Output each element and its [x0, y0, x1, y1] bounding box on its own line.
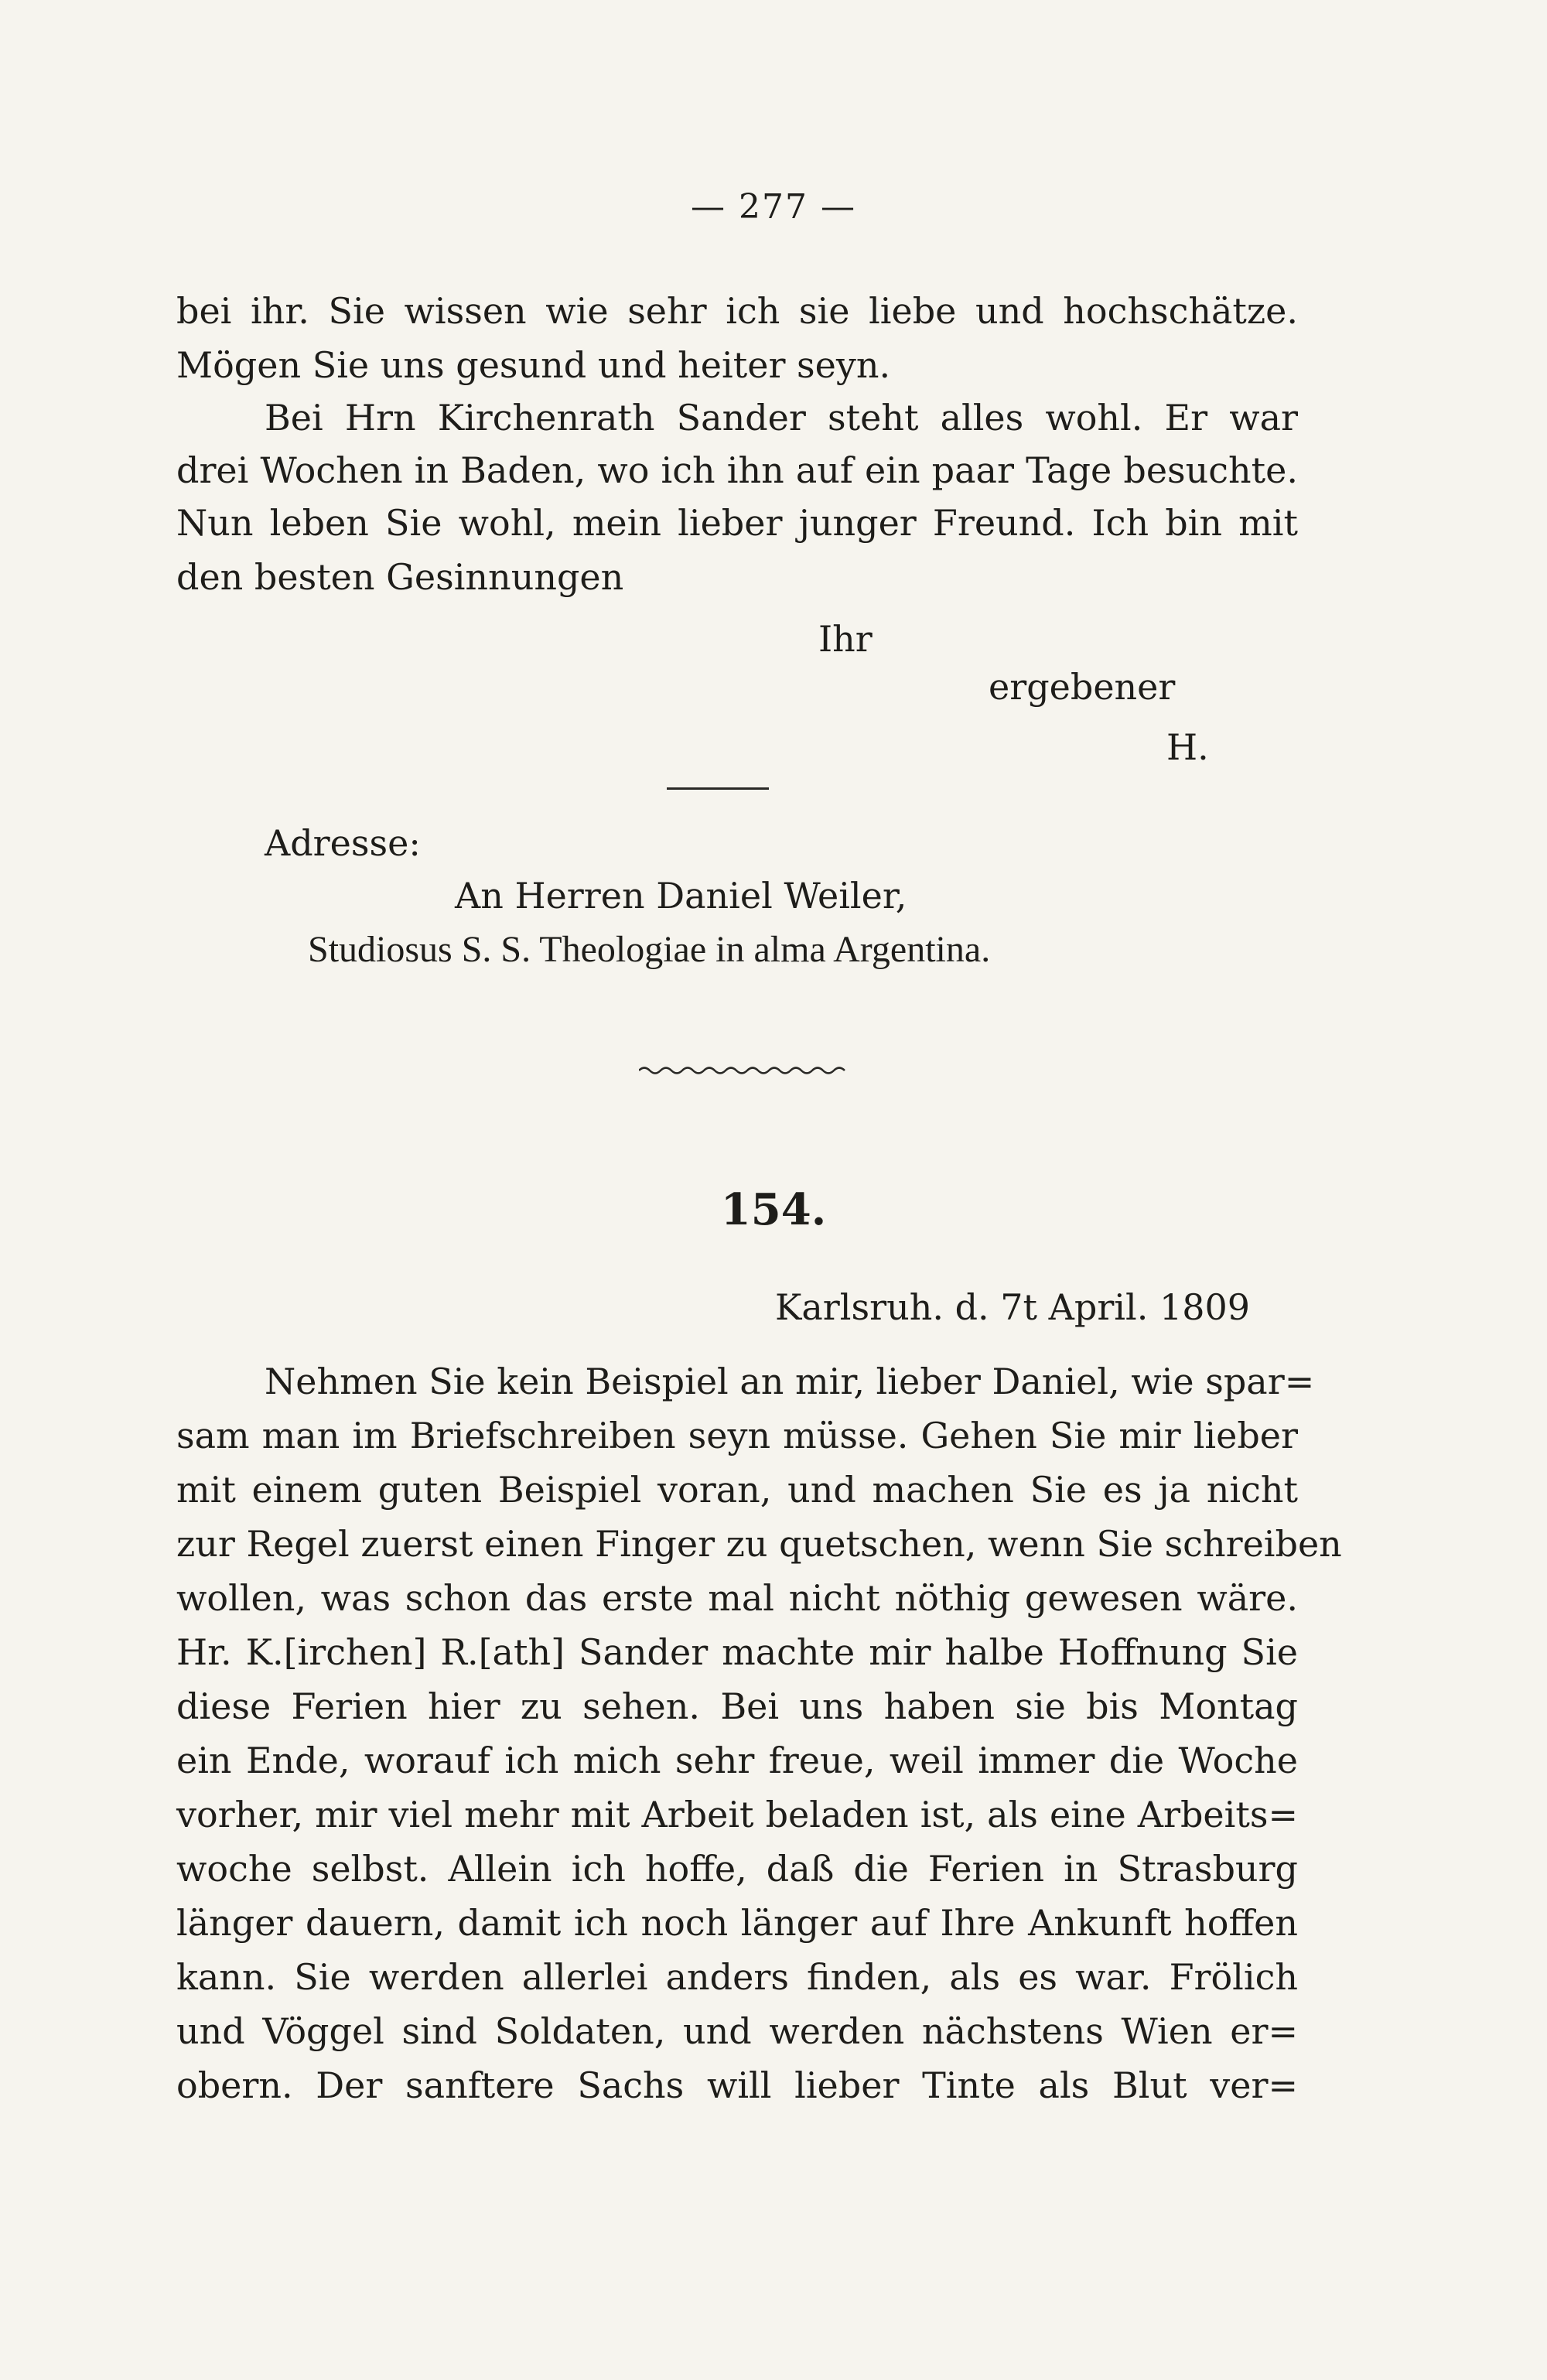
text-line: kann. Sie werden allerlei anders finden, als es war. Frölich — [176, 1956, 1298, 1998]
wavy-divider — [639, 1064, 848, 1077]
text-line: Nun leben Sie wohl, mein lieber junger Freund. Ich bin mit — [176, 502, 1298, 544]
text-line: bei ihr. Sie wissen wie sehr ich sie liebe und hochschätze. — [176, 290, 1298, 332]
signature: H. — [1166, 726, 1209, 768]
separator-rule — [667, 787, 769, 790]
text-line: ein Ende, worauf ich mich sehr freue, weil immer die Woche — [176, 1740, 1298, 1781]
text-line: drei Wochen in Baden, wo ich ihn auf ein paar Tage besuchte. — [176, 449, 1298, 491]
text-line: Mögen Sie uns gesund und heiter seyn. — [176, 344, 891, 386]
dateline: Karlsruh. d. 7t April. 1809 — [775, 1286, 1251, 1328]
text-line: Hr. K.[irchen] R.[ath] Sander machte mir halbe Hoffnung Sie — [176, 1631, 1298, 1673]
text-line: und Vöggel sind Soldaten, und werden nächstens Wien er= — [176, 2010, 1298, 2052]
address-line-2: Studiosus S. S. Theologiae in alma Argentina. — [308, 929, 991, 970]
closing-ergebener: ergebener — [989, 666, 1176, 708]
closing-ihr: Ihr — [818, 618, 873, 660]
letter-number: 154. — [720, 1184, 827, 1235]
text-line: wollen, was schon das erste mal nicht nöthig gewesen wäre. — [176, 1577, 1298, 1619]
text-line: Nehmen Sie kein Beispiel an mir, lieber Daniel, wie spar= — [265, 1361, 1315, 1402]
text-line: länger dauern, damit ich noch länger auf Ihre Ankunft hoffen — [176, 1902, 1298, 1944]
page-number: — 277 — — [691, 187, 856, 227]
text-line: zur Regel zuerst einen Finger zu quetschen, wenn Sie schreiben — [176, 1523, 1342, 1565]
address-label: Adresse: — [265, 822, 421, 864]
text-line: Bei Hrn Kirchenrath Sander steht alles wohl. Er war — [265, 397, 1298, 439]
text-line: mit einem guten Beispiel voran, und machen Sie es ja nicht — [176, 1469, 1298, 1511]
text-line: den besten Gesinnungen — [176, 556, 624, 598]
text-line: sam man im Briefschreiben seyn müsse. Gehen Sie mir lieber — [176, 1415, 1298, 1456]
address-line-1: An Herren Daniel Weiler, — [455, 875, 907, 917]
text-line: diese Ferien hier zu sehen. Bei uns haben sie bis Montag — [176, 1685, 1298, 1727]
text-line: vorher, mir viel mehr mit Arbeit beladen ist, als eine Arbeits= — [176, 1794, 1298, 1835]
text-line: obern. Der sanftere Sachs will lieber Tinte als Blut ver= — [176, 2064, 1298, 2106]
text-line: woche selbst. Allein ich hoffe, daß die Ferien in Strasburg — [176, 1848, 1298, 1890]
